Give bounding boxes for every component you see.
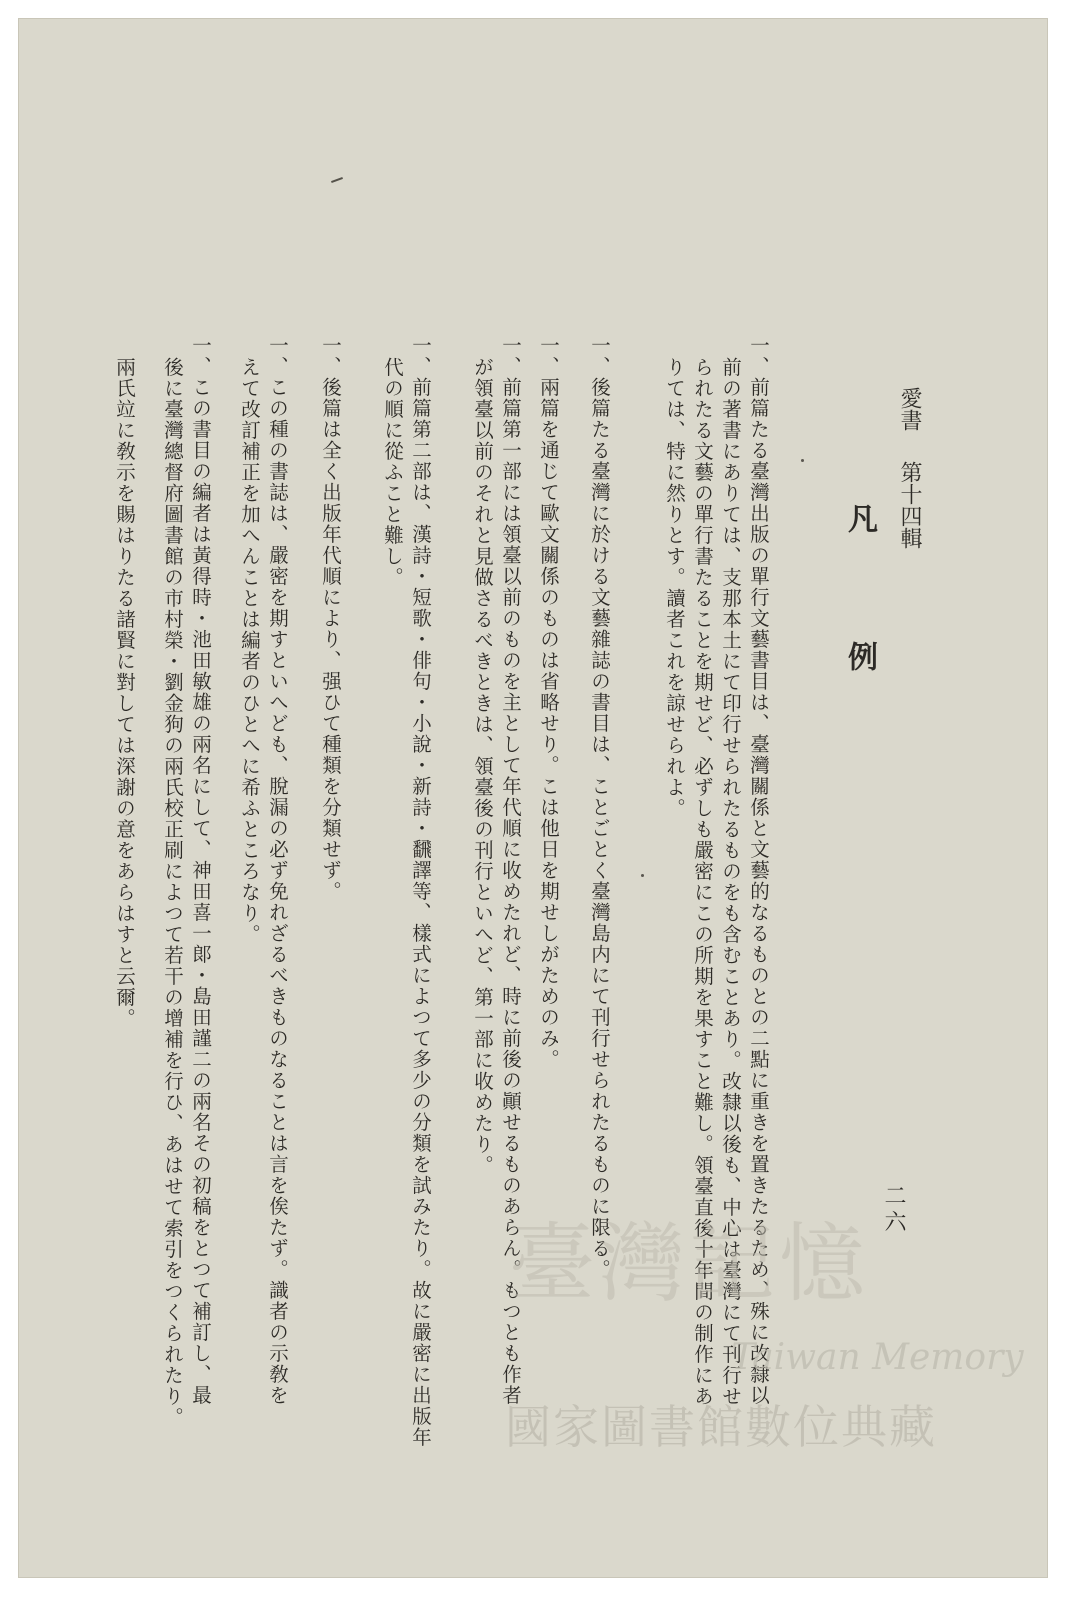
body-column: 一、兩篇を通じて歐文關係のものは省略せり。こは他日を期せしがためのみ。 xyxy=(537,335,560,1070)
body-column: 一、後篇は全く出版年代順により、强ひて種類を分類せず。 xyxy=(319,335,342,902)
section-title: 凡例 xyxy=(842,503,877,779)
body-column: りては、特に然りとす。讀者これを諒せられよ。 xyxy=(663,357,686,819)
body-column: 一、後篇たる臺灣に於ける文藝雜誌の書目は、ことごとく臺灣島内にて刊行せられたるものに限る。 xyxy=(588,335,611,1280)
body-column: 前の著書にありては、支那本土にて印行せられたるものをも含むことあり。改隸以後も、中心は臺灣にて刊行せ xyxy=(719,357,742,1407)
running-header xyxy=(897,387,925,549)
document-page xyxy=(18,18,1048,1578)
body-column: 一、前篇たる臺灣出版の單行文藝書目は、臺灣關係と文藝的なるものとの二點に重きを置きたるため、殊に改隸以 xyxy=(747,335,770,1406)
body-column: 後に臺灣總督府圖書館の市村榮・劉金狗の兩氏校正刷によつて若干の增補を行ひ、あはせて索引をつくられたり。 xyxy=(161,357,184,1428)
watermark-english: Taiwan Memory xyxy=(731,1337,1024,1378)
stray-mark xyxy=(331,177,343,183)
series-name: 愛書 xyxy=(897,387,922,431)
body-column: 一、この書目の編者は黃得時・池田敏雄の兩名にして、神田喜一郞・島田謹二の兩名その初稿をとつて補訂し、最 xyxy=(189,335,212,1406)
body-column: 兩氏竝に敎示を賜はりたる諸賢に對しては深謝の意をあらはすと云爾。 xyxy=(113,357,136,1029)
body-column: 一、前篇第二部は、漢詩・短歌・俳句・小說・新詩・飜譯等、樣式によつて多少の分類を試みたり。故に嚴密に出版年 xyxy=(409,335,432,1448)
body-column: えて改訂補正を加へんことは編者のひとへに希ふところなり。 xyxy=(238,357,261,945)
issue-number: 第十四輯 xyxy=(897,461,922,549)
watermark-chinese: 臺灣記憶 xyxy=(509,1214,869,1314)
stray-dot xyxy=(801,459,804,462)
body-column: 代の順に從ふこと難し。 xyxy=(381,357,404,588)
body-column: られたる文藝の單行書たることを期せど、必ずしも嚴密にこの所期を果すこと難し。領臺直後十年間の制作にあ xyxy=(691,357,714,1407)
body-column: が領臺以前のそれと見做さるべきときは、領臺後の刊行といへど、第一部に收めたり。 xyxy=(471,357,494,1176)
body-column: 一、この種の書誌は、嚴密を期すといへども、脫漏の必ず免れざるべきものなることは言を俟たず。識者の示敎を xyxy=(266,335,289,1406)
page-number: 二六 xyxy=(881,1184,906,1236)
stray-dot xyxy=(641,874,644,877)
body-column: 一、前篇第一部には領臺以前のものを主として年代順に收めたれど、時に前後の顚せるものあらん。もつとも作者 xyxy=(499,335,522,1406)
watermark-library: 國家圖書館數位典藏 xyxy=(505,1400,937,1454)
